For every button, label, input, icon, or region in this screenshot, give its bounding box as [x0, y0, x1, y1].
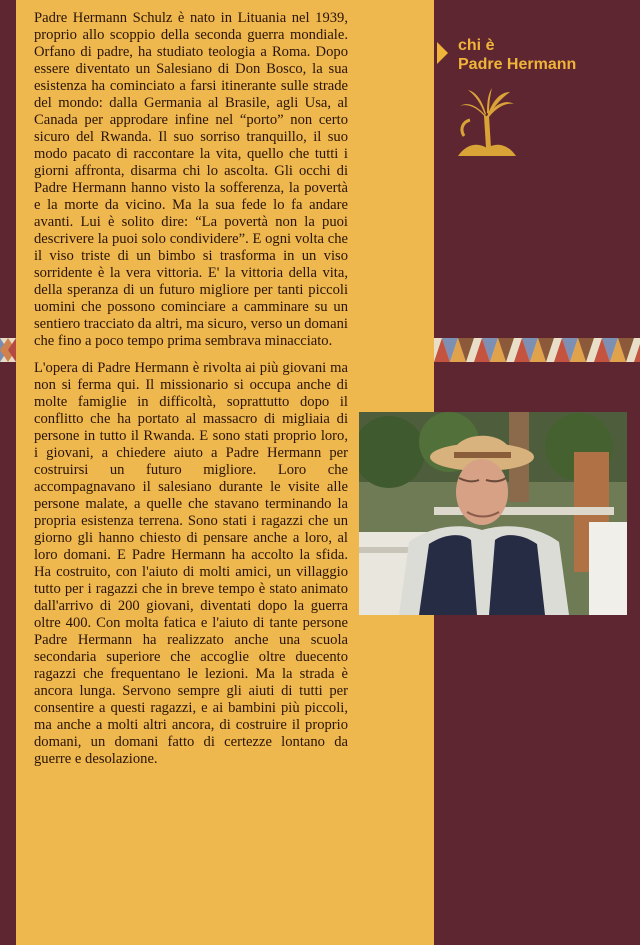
- decorative-band-left: [0, 338, 16, 362]
- triangle-arrow-icon: [437, 42, 448, 64]
- article-paragraph-1: Padre Hermann Schulz è nato in Lituania nel 1939, proprio allo scoppio della seconda guerra mondiale. Orfano di padre, ha studiato teologia a Roma. Dopo essere diventato un Salesiano di Don Bosco, la sua esistenza ha cominciato a farsi itinerante sulle strade del mondo: dalla Germania al Brasile, agli Usa, al Canada per approdare infine nel “porto” non certo sicuro del Rwanda. Il suo sorriso tranquillo, il suo modo pacato di raccontare la vita, quello che tutti i giorni affronta, disarma chi lo ascolta. Gli occhi di Padre Hermann hanno visto la sofferenza, la povertà e la morte da vicino. Ma la sua fede lo fa andare avanti. Lui è solito dire: “La povertà non la puoi descrivere la puoi solo condividere”. E ogni volta che il viso triste di un bimbo si trasforma in un viso sorridente è la vera vittoria. E' la vittoria della vita, della speranza di un futuro migliore per tanti piccoli uomini che possono cominciare a camminare su un sentiero tracciato da altri, ma sicuro, verso un domani che fino a poco tempo prima sembrava minacciato.: [34, 10, 348, 349]
- heading-line-2: Padre Hermann: [458, 56, 577, 73]
- article-body: [34, 10, 348, 778]
- portrait-photo: [359, 412, 627, 615]
- article-paragraph-2: L'opera di Padre Hermann è rivolta ai più giovani ma non si ferma qui. Il missionario si occupa anche di molte famiglie in difficoltà, soprattutto dopo il conflitto che ha portato al massacro di migliaia di persone in tutto il Rwanda. E sono stati proprio loro, i giovani, a chiedere aiuto a Padre Hermann per costruirsi un futuro migliore. Loro che accompagnavano il salesiano durante le visite alle persone malate, a quelle che stavano terminando la propria esistenza terrena. Sono stati i ragazzi che un giorno gli hanno chiesto di pensare anche a loro, al loro domani. E Padre Hermann ha accolto la sfida. Ha costruito, con l'aiuto di molti amici, un villaggio tutto per i ragazzi che in breve tempo è stato animato dall'arrivo di 200 giovani, diventati dopo la guerra oltre 400. Con molta fatica e l'aiuto di tante persone Padre Hermann ha realizzato anche una scuola secondaria superiore che accoglie oltre duecento ragazzi che frequentano le lezioni. Ma la strada è ancora lunga. Servono sempre gli aiuti di tutti per consentire a questi ragazzi, e ai bambini più piccoli, ma anche a molti altri ancora, di costruire il proprio domani, un domani fatto di certezze lontano da guerre e desolazione.: [34, 360, 348, 767]
- heading-line-1: chi è: [458, 37, 495, 54]
- decorative-band-right: [434, 338, 640, 362]
- section-heading: [437, 36, 576, 74]
- heading-text: [458, 36, 576, 74]
- palm-tree-island-logo: [456, 86, 518, 160]
